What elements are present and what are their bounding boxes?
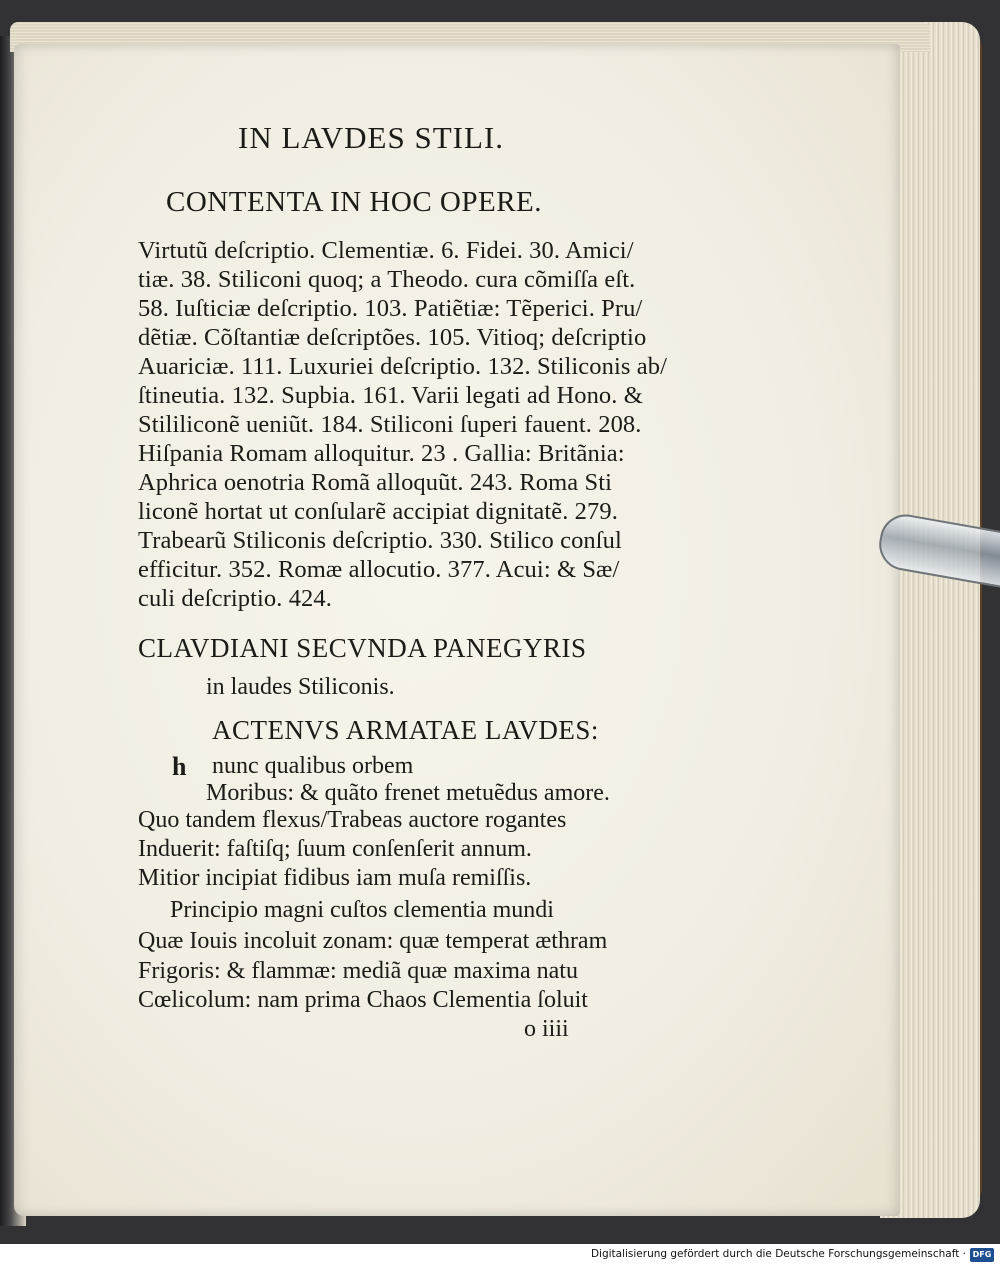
initial-letter: h [172, 752, 187, 781]
contents-line: Trabearũ Stiliconis deſcriptio. 330. Stilico conſul [138, 527, 622, 554]
contents-line: liconẽ hortat ut conſularẽ accipiat dignitatẽ. 279. [138, 498, 618, 525]
contents-heading: CONTENTA IN HOC OPERE. [166, 186, 543, 218]
contents-line: Hiſpania Romam alloquitur. 23 . Gallia: Britãnia: [138, 440, 625, 467]
verse-line: Cœlicolum: nam prima Chaos Clementia ſoluit [138, 987, 588, 1013]
signature-mark: o iiii [524, 1016, 569, 1042]
contents-line: Auariciæ. 111. Luxuriei deſcriptio. 132. Stiliconis ab/ [138, 353, 667, 380]
verse-line: Principio magni cuſtos clementia mundi [170, 897, 554, 923]
verse-line: Mitior incipiat fidibus iam muſa remiſſis. [138, 865, 532, 891]
verse-line: Quo tandem flexus/Trabeas auctore rogantes [138, 807, 567, 833]
contents-line: dẽtiæ. Cõſtantiæ deſcriptões. 105. Vitioq; deſcriptio [138, 324, 647, 351]
contents-line: tiæ. 38. Stiliconi quoq; a Theodo. cura cõmiſſa eſt. [138, 266, 636, 293]
book-page [14, 44, 900, 1216]
footer-bar [0, 1244, 1000, 1267]
verse-line: nunc qualibus orbem [212, 753, 414, 779]
running-head: IN LAVDES STILI. [238, 120, 504, 155]
contents-line: ſtineutia. 132. Supbia. 161. Varii legati ad Hono. & [138, 382, 643, 409]
verse-line: Moribus: & quãto frenet metuẽdus amore. [206, 780, 610, 806]
footer-credit: Digitalisierung gefördert durch die Deutsche Forschungsgemeinschaft · [590, 1248, 966, 1260]
contents-line: 58. Iuſticiæ deſcriptio. 103. Patiẽtiæ: Tẽperici. Pru/ [138, 295, 643, 322]
poem-subtitle: in laudes Stiliconis. [206, 674, 395, 700]
contents-line: Stililiconẽ ueniũt. 184. Stiliconi ſuperi fauent. 208. [138, 411, 642, 438]
verse-line: Quæ Iouis incoluit zonam: quæ temperat æthram [138, 928, 608, 954]
opening-line: ACTENVS ARMATAE LAVDES: [212, 715, 599, 745]
poem-title: CLAVDIANI SECVNDA PANEGYRIS [138, 633, 587, 663]
contents-line: culi deſcriptio. 424. [138, 585, 332, 612]
dfg-logo: DFG [970, 1248, 994, 1262]
verse-line: Induerit: faſtiſq; ſuum conſenſerit annum. [138, 836, 532, 862]
verse-line: Frigoris: & flammæ: mediã quæ maxima natu [138, 958, 578, 984]
contents-line: Virtutũ deſcriptio. Clementiæ. 6. Fidei. 30. Amici/ [138, 237, 634, 264]
contents-line: Aphrica oenotria Romã alloquũt. 243. Roma Sti [138, 469, 613, 496]
contents-line: efficitur. 352. Romæ allocutio. 377. Acui: & Sæ/ [138, 556, 620, 583]
